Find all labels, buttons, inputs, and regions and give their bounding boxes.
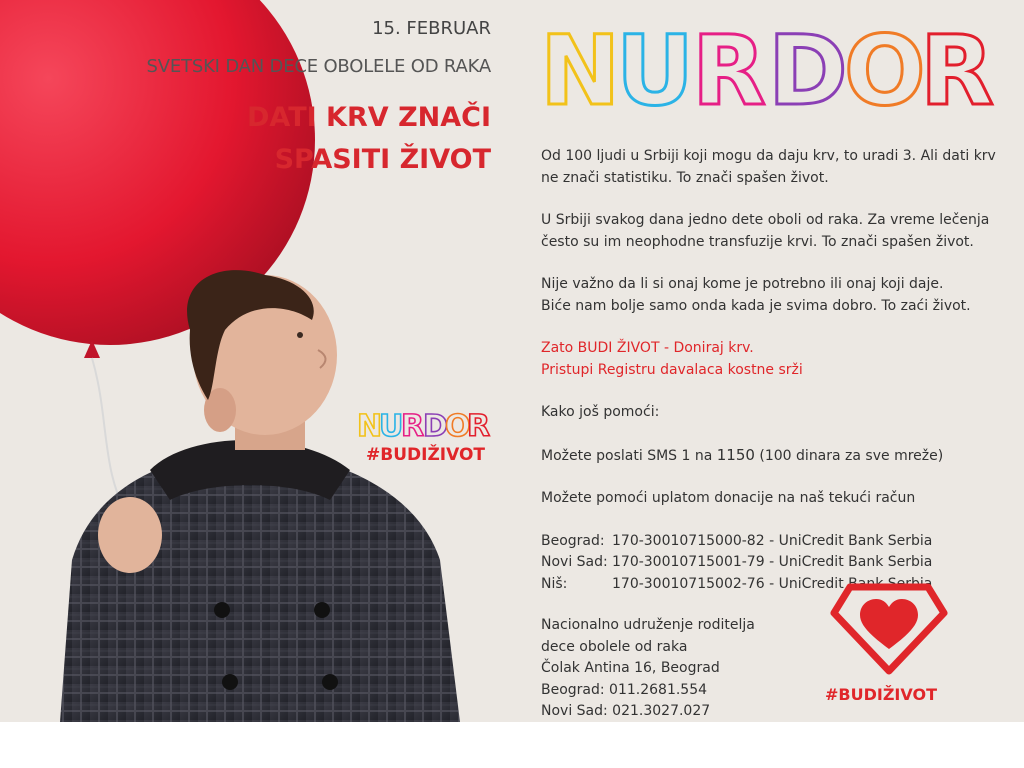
logo-letter: R <box>467 409 491 444</box>
date-label: 15. FEBRUAR <box>372 18 491 39</box>
paragraph-2-line-2: često su im neophodne transfuzije krvi. To znači spašen život. <box>541 233 974 250</box>
bottom-strip <box>0 722 1024 768</box>
logo-letter: N <box>540 15 621 127</box>
contact-line: dece obolele od raka <box>541 638 688 655</box>
logo-letter: U <box>379 409 404 444</box>
paragraph-1-line-2: ne znači statistiku. To znači spašen život. <box>541 169 829 186</box>
cta-line-1: Zato BUDI ŽIVOT - Doniraj krv. <box>541 340 754 356</box>
logo-letter: U <box>616 15 694 127</box>
donation-line: Možete pomoći uplatom donacije na naš tekući račun <box>541 490 916 506</box>
subtitle-label: SVETSKI DAN DECE OBOLELE OD RAKA <box>146 56 491 77</box>
logo-letter: R <box>692 15 766 127</box>
headline-line-1: DATI KRV ZNAČI <box>246 102 491 133</box>
contact-line: Beograd: 011.2681.554 <box>541 681 708 698</box>
logo-letter: R <box>401 409 425 444</box>
bank-city: Beograd: <box>541 532 605 549</box>
headline <box>247 97 491 181</box>
cta-line-2: Pristupi Registru davalaca kostne srži <box>541 361 803 378</box>
paragraph-3-line-1: Nije važno da li si onaj kome je potrebno ili onaj koji daje. <box>541 276 944 292</box>
help-intro: Kako još pomoći: <box>541 404 660 420</box>
bank-city: Niš: <box>541 575 568 592</box>
sms-line <box>541 445 1011 468</box>
bank-row <box>541 531 1011 553</box>
hashtag-left: #BUDIŽIVOT <box>366 445 485 465</box>
contact-line: Čolak Antina 16, Beograd <box>541 660 720 676</box>
logo-letter: D <box>768 15 848 127</box>
logo-letter: D <box>423 409 448 444</box>
bank-city: Novi Sad: <box>541 554 608 570</box>
bank-account: 170-30010715001-79 - UniCredit Bank Serbia <box>612 554 933 570</box>
bank-row <box>541 552 1011 574</box>
logo-letter: O <box>844 15 926 127</box>
logo-letter: O <box>445 409 471 444</box>
sms-prefix: Možete poslati SMS 1 na <box>541 447 717 464</box>
bank-account: 170-30010715000-82 - UniCredit Bank Serbia <box>612 532 933 549</box>
bank-account: 170-30010715002-76 - UniCredit Bank Serbia <box>612 575 933 592</box>
contact-line: Novi Sad: 021.3027.027 <box>541 703 711 719</box>
logo-letter: N <box>357 409 383 444</box>
headline-line-2: SPASITI ŽIVOT <box>274 144 491 175</box>
paragraph-3-line-2: Biće nam bolje samo onda kada je svima dobro. To zaći život. <box>541 297 971 314</box>
paragraph-1-line-1: Od 100 ljudi u Srbiji koji mogu da daju krv, to uradi 3. Ali dati krv <box>541 148 996 164</box>
nurdor-logo-small <box>357 406 497 442</box>
nurdor-logo-large <box>540 15 1010 127</box>
hashtag-right: #BUDIŽIVOT <box>825 685 937 704</box>
logo-letter: R <box>920 15 994 127</box>
contact-line: Nacionalno udruženje roditelja <box>541 617 755 633</box>
sms-number: 1150 <box>716 445 755 464</box>
heart-shield-icon <box>830 583 948 675</box>
paragraph-2-line-1: U Srbiji svakog dana jedno dete oboli od raka. Za vreme lečenja <box>541 212 990 228</box>
sms-suffix: (100 dinara za sve mreže) <box>754 447 944 464</box>
